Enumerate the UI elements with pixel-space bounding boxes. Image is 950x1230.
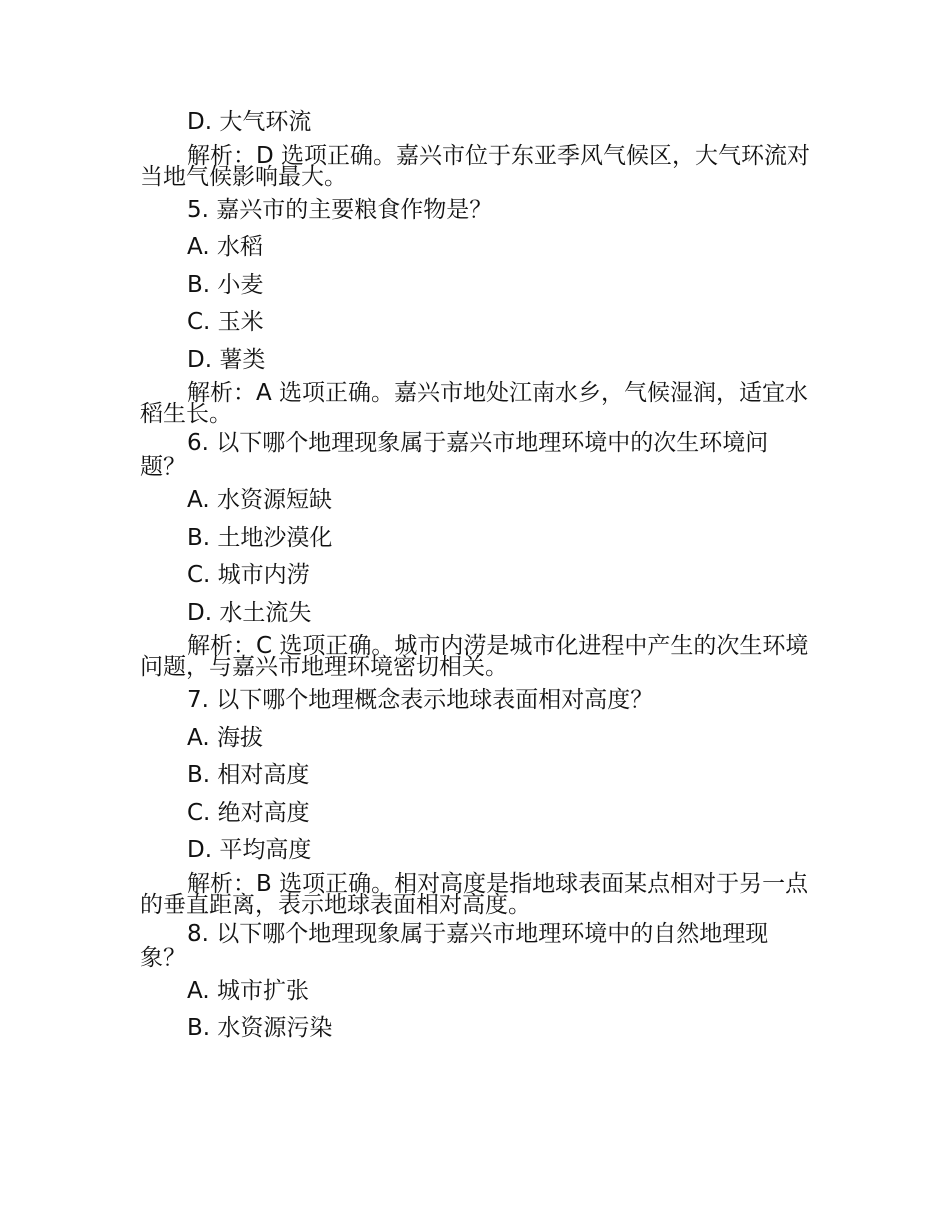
option-b: B. 相对高度 [187, 762, 310, 788]
explanation: 解析：C 选项正确。城市内涝是城市化进程中产生的次生环境问题，与嘉兴市地理环境密切相关。 [140, 633, 809, 680]
option-a: A. 海拔 [187, 724, 263, 751]
option-a: A. 水资源短缺 [187, 487, 332, 513]
option-d: D. 大气环流 [187, 109, 312, 135]
option-b: B. 水资源污染 [187, 1015, 333, 1041]
question-7: 7. 以下哪个地理概念表示地球表面相对高度？ [187, 687, 654, 713]
option-b: B. 土地沙漠化 [187, 524, 333, 551]
explanation: 解析：B 选项正确。相对高度是指地球表面某点相对于另一点的垂直距离，表示地球表面相对高度。 [140, 870, 809, 918]
option-b: B. 小麦 [187, 271, 264, 298]
explanation: 解析：A 选项正确。嘉兴市地处江南水乡，气候湿润，适宜水稻生长。 [140, 380, 809, 427]
option-a: A. 城市扩张 [187, 977, 309, 1004]
option-d: D. 薯类 [187, 346, 266, 373]
option-c: C. 城市内涝 [187, 562, 310, 588]
explanation: 解析：D 选项正确。嘉兴市位于东亚季风气候区，大气环流对当地气候影响最大。 [140, 142, 811, 190]
option-c: C. 玉米 [187, 309, 264, 335]
option-a: A. 水稻 [187, 234, 263, 260]
question-6: 6. 以下哪个地理现象属于嘉兴市地理环境中的次生环境问题？ [140, 430, 769, 480]
option-d: D. 平均高度 [187, 837, 312, 863]
question-8: 8. 以下哪个地理现象属于嘉兴市地理环境中的自然地理现象？ [140, 920, 769, 971]
document-body [140, 104, 812, 1048]
option-d: D. 水土流失 [187, 599, 312, 626]
option-c: C. 绝对高度 [187, 799, 310, 826]
question-5: 5. 嘉兴市的主要粮食作物是？ [187, 196, 493, 223]
